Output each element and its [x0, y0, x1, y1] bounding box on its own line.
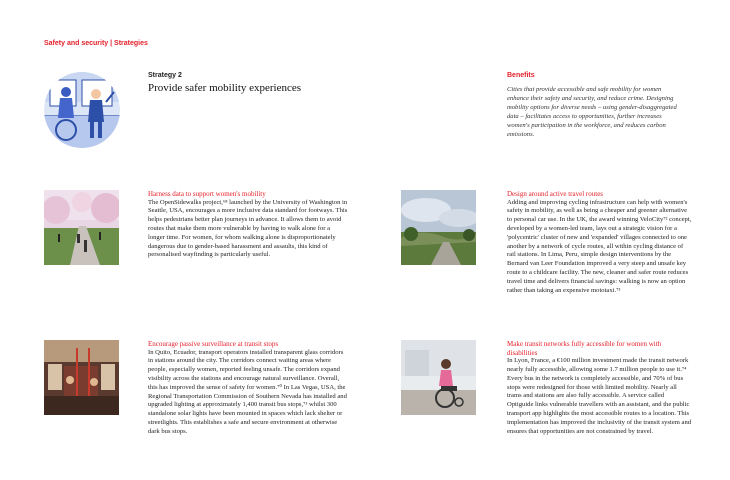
section-body: Adding and improving cycling infrastructure can help with women's safety in mobility, as well as being a cheaper and greener alternative to personal car use. In the UK, the award winning VeloCity⁷² concept, developed by a women-led team, lays out a strategic vision for a 'polycentric' cluster of new and 'expanded' villages connected to one another by a network of cycle routes, all within cycling distance of rail stations. In Lima, Peru, simple design interventions by the Bernard van Leer Foundation improved a very steep and unsafe key route to a childcare facility. The new, cleaner and safer route reduces travel time and delivers financial savings: walking is now an option rather than taking an expensive mototaxi.⁷³	[507, 198, 692, 294]
section-active-travel	[507, 190, 692, 295]
wheelchair-user-photo	[401, 340, 476, 415]
section-title: Design around active travel routes	[507, 190, 604, 198]
section-data-mobility	[148, 190, 348, 260]
strategy-illustration	[44, 72, 120, 148]
section-title: Harness data to support women's mobility	[148, 190, 266, 198]
section-body: The OpenSidewalks project,⁶⁸ launched by the University of Washington in Seattle, USA, encourages a more inclusive data standard for footways. This helps pedestrians better plan journeys in advance. It allows them to avoid routes that make them more vulnerable by having to walk alone for a longer time. For women, for whom walking alone is disproportionately dangerous due to gender-based harassment and assaults, this kind of personalised wayfinding is particularly useful.	[148, 198, 348, 259]
section-accessible-transit	[507, 340, 692, 436]
section-body: In Quito, Ecuador, transport operators installed transparent glass corridors in stations around the city. The corridors connect waiting areas where people, especially women, reported feeling unsafe. The corridors expand visibility across the stations and encourage natural surveillance. Overall, this has improved the sense of safety for women.⁷⁰ In Las Vegas, USA, the Regional Transportation Commission of Southern Nevada has installed and upgraded lighting at approximately 1,400 transit bus stops,⁷¹ whilst 300 standalone solar lights have been mounted in spaces which lack shelter or streetlights. This establishes a safe and secure environment at otherwise dark bus stops.	[148, 348, 347, 435]
landscape-photo	[401, 190, 476, 265]
benefits-text: Cities that provide accessible and safe mobility for women enhance their safety and security, and reduce crime. Designing mobility options for diverse needs – using gender-disaggregated data – facilitates access to opportunities, further increases women's participation in the workforce, and reduces carbon emissions.	[507, 86, 677, 138]
section-title: Encourage passive surveillance at transit stops	[148, 340, 279, 348]
strategy-title: Provide safer mobility experiences	[148, 82, 302, 94]
benefits-heading: Benefits	[507, 72, 535, 79]
section-passive-surveillance	[148, 340, 348, 437]
section-body: In Lyon, France, a €100 million investment made the transit network nearly fully accessible, allowing some 1.7 million people to use it.⁷⁴ Every bus in the network is completely accessible, and 70% of bus stops were redesigned for those with limited mobility. Nearly all trams and stations are also fully accessible. A service called Optiguide links vulnerable travellers with an assistant, and the public transport app highlights the most accessible routes to a location. This implementation has improved the inclusivity of the transit system and ensures that opportunities are not constrained by travel.	[507, 357, 692, 435]
section-title: Make transit networks fully accessible for women with disabilities	[507, 340, 662, 357]
section-header: Safety and security | Strategies	[44, 40, 148, 47]
bus-interior-photo	[44, 340, 119, 415]
strategy-label: Strategy 2	[148, 72, 182, 79]
park-path-photo	[44, 190, 119, 265]
